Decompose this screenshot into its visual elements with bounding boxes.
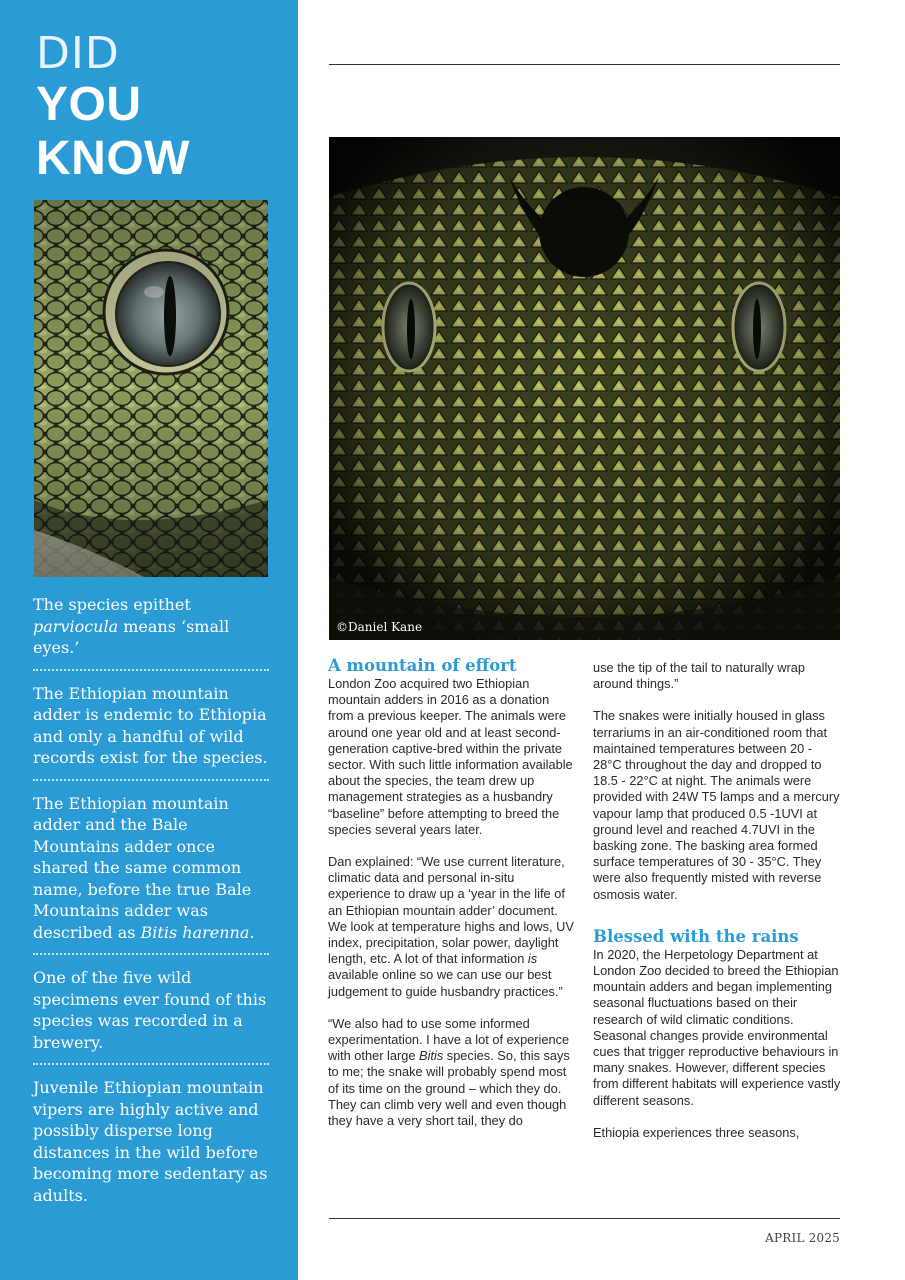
sidebar-title-you: YOU xyxy=(36,78,142,131)
body-paragraph: use the tip of the tail to naturally wrap around things.” xyxy=(593,660,805,692)
bottom-rule xyxy=(329,1218,840,1219)
article-column-2 xyxy=(593,660,843,1141)
fact-item xyxy=(33,967,269,1053)
photo-credit: ©Daniel Kane xyxy=(336,620,423,634)
dotted-divider xyxy=(33,669,269,671)
issue-date: APRIL 2025 xyxy=(765,1231,840,1245)
paragraph-emphasis: Bitis xyxy=(419,1048,444,1064)
fact-text: The Ethiopian mountain adder is endemic to Ethiopia and only a handful of wild records exist for the species. xyxy=(33,683,268,767)
fact-item xyxy=(33,793,269,944)
dotted-divider xyxy=(33,779,269,781)
dotted-divider xyxy=(33,1063,269,1065)
sidebar-title-did: DID xyxy=(36,28,120,79)
section-heading: A mountain of effort xyxy=(328,656,517,675)
body-paragraph: London Zoo acquired two Ethiopian mountain adders in 2016 as a donation from a previous keeper. The animals were around one year old and at least second-generation captive-bred within the private sector. With such little information available about the species, the team drew up management strategies as a husbandry “baseline” before attempting to breed the species several years later. xyxy=(328,676,573,837)
fact-italic-text: Bitis harenna xyxy=(140,922,250,942)
paragraph-text: available online so we can use our best judgement to guide husbandry practices.” xyxy=(328,967,563,999)
fact-text: The species epithet xyxy=(33,595,191,614)
fact-item xyxy=(33,1077,269,1206)
paragraph-text: Dan explained: “We use current literature, climatic data and personal in-situ experience to draw up a ‘year in the life of an Ethiopian mountain adder’ document. We look at temperature highs and lows, UV index, precipitation, solar power, daylight length, etc. A lot of that information xyxy=(328,854,574,967)
article-column-1 xyxy=(328,656,578,1129)
paragraph-emphasis: is xyxy=(527,951,538,967)
fact-text: Juvenile Ethiopian mountain vipers are highly active and possibly disperse long distances in the wild before becoming more sedentary as adults. xyxy=(33,1078,268,1205)
body-paragraph: The snakes were initially housed in glass terrariums in an air-conditioned room that maintained temperatures between 20 - 28°C throughout the day and dropped to 18.5 - 22°C at night. The animals were provided with 24W T5 lamps and a mercury vapour lamp that produced 0.5 -1UVI at ground level and reached 4.7UVI in the basking zone. The basking area formed surface temperatures of 30 - 35°C. They were also frequently misted with reverse osmosis water. xyxy=(593,708,840,902)
fact-text: One of the five wild specimens ever found of this species was recorded in a brewery. xyxy=(33,968,267,1052)
sidebar-title-know: KNOW xyxy=(36,132,190,185)
fact-text-tail: . xyxy=(249,922,255,942)
body-paragraph xyxy=(328,854,578,1000)
fact-item xyxy=(33,594,269,659)
section-heading: Blessed with the rains xyxy=(593,926,799,946)
fact-text: The Ethiopian mountain adder and the Bale Mountains adder once shared the same common name, before the true Bale Mountains adder was described as xyxy=(33,793,252,942)
body-paragraph: Ethiopia experiences three seasons, xyxy=(593,1124,800,1140)
fact-italic-text: parviocula xyxy=(33,616,119,636)
top-rule xyxy=(329,64,840,65)
snake-head-photo xyxy=(329,137,840,640)
fact-item xyxy=(33,683,269,769)
paragraph-text: species. So, this says to me; the snake will probably spend most of its time on the ground – which they do. They can climb very well and even though they have a very short tail, they do xyxy=(328,1048,570,1129)
body-paragraph xyxy=(328,1016,578,1129)
dotted-divider xyxy=(33,953,269,955)
paragraph-text: “We also had to use some informed experimentation. I have a lot of experience with other large xyxy=(328,1015,570,1064)
snake-eye-photo xyxy=(34,200,268,577)
body-paragraph: In 2020, the Herpetology Department at London Zoo decided to breed the Ethiopian mountain adders and began implementing seasonal fluctuations based on their research of wild climatic conditions. Seasonal changes provide environmental cues that trigger reproductive behaviours in many snakes. However, different species from different habitats will experience vastly different seasons. xyxy=(593,946,841,1108)
did-you-know-sidebar xyxy=(0,0,298,1280)
fact-text-tail: means ‘small eyes.’ xyxy=(33,616,230,657)
facts-list xyxy=(33,594,269,1206)
